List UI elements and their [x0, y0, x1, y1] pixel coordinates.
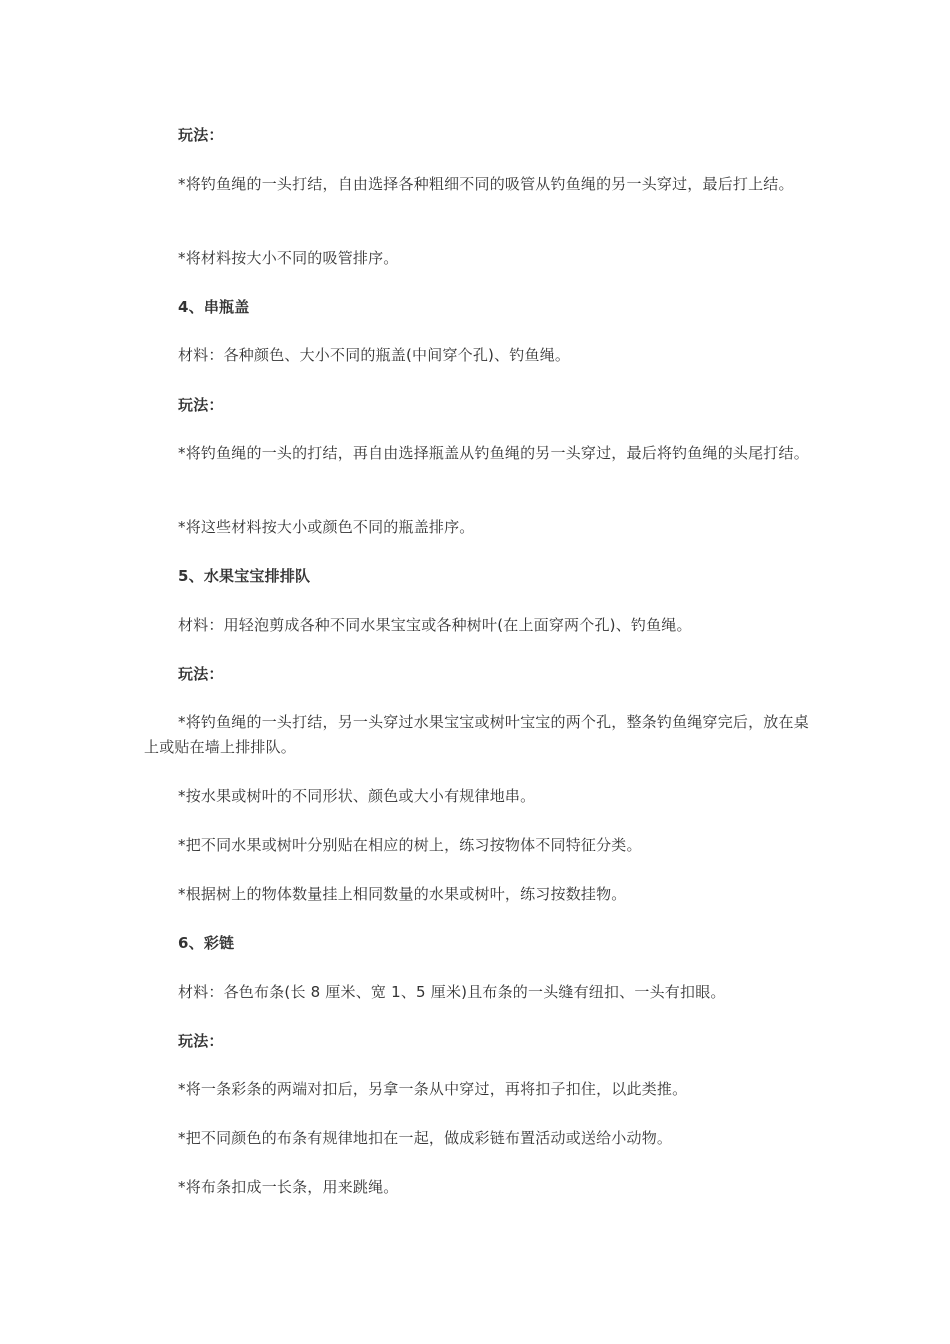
heading-play-method: 玩法：: [178, 396, 224, 414]
paragraph: *将钓鱼绳的一头的打结，再自由选择瓶盖从钓鱼绳的另一头穿过，最后将钓鱼绳的头尾打结。: [178, 444, 809, 462]
paragraph: *将一条彩条的两端对扣后，另拿一条从中穿过，再将扣子扣住，以此类推。: [178, 1080, 688, 1098]
paragraph: *将钓鱼绳的一头打结，自由选择各种粗细不同的吸管从钓鱼绳的另一头穿过，最后打上结。: [178, 175, 794, 193]
paragraph: *将钓鱼绳的一头打结，另一头穿过水果宝宝或树叶宝宝的两个孔，整条钓鱼绳穿完后，放在桌上或贴在墙上排排队。: [144, 713, 809, 756]
section-heading-fruit-line-up: 5、水果宝宝排排队: [178, 567, 311, 585]
paragraph-materials: 材料：用轻泡剪成各种不同水果宝宝或各种树叶(在上面穿两个孔)、钓鱼绳。: [178, 616, 692, 634]
section-heading-color-chain: 6、彩链: [178, 934, 235, 952]
paragraph: *把不同水果或树叶分别贴在相应的树上，练习按物体不同特征分类。: [178, 836, 642, 854]
heading-play-method: 玩法：: [178, 1032, 224, 1050]
section-heading-bottle-caps: 4、串瓶盖: [178, 298, 250, 316]
paragraph: *将材料按大小不同的吸管排序。: [178, 249, 399, 267]
heading-play-method: 玩法：: [178, 665, 224, 683]
paragraph-materials: 材料：各种颜色、大小不同的瓶盖(中间穿个孔)、钓鱼绳。: [178, 346, 571, 364]
paragraph: *把不同颜色的布条有规律地扣在一起，做成彩链布置活动或送给小动物。: [178, 1129, 673, 1147]
paragraph: *将布条扣成一长条，用来跳绳。: [178, 1178, 399, 1196]
heading-play-method: 玩法：: [178, 126, 224, 144]
paragraph: *按水果或树叶的不同形状、颜色或大小有规律地串。: [178, 787, 536, 805]
paragraph: *将这些材料按大小或颜色不同的瓶盖排序。: [178, 518, 475, 536]
paragraph: *根据树上的物体数量挂上相同数量的水果或树叶，练习按数挂物。: [178, 885, 627, 903]
paragraph-materials: 材料：各色布条(长 8 厘米、宽 1、5 厘米)且布条的一头缝有纽扣、一头有扣眼。: [178, 983, 726, 1001]
